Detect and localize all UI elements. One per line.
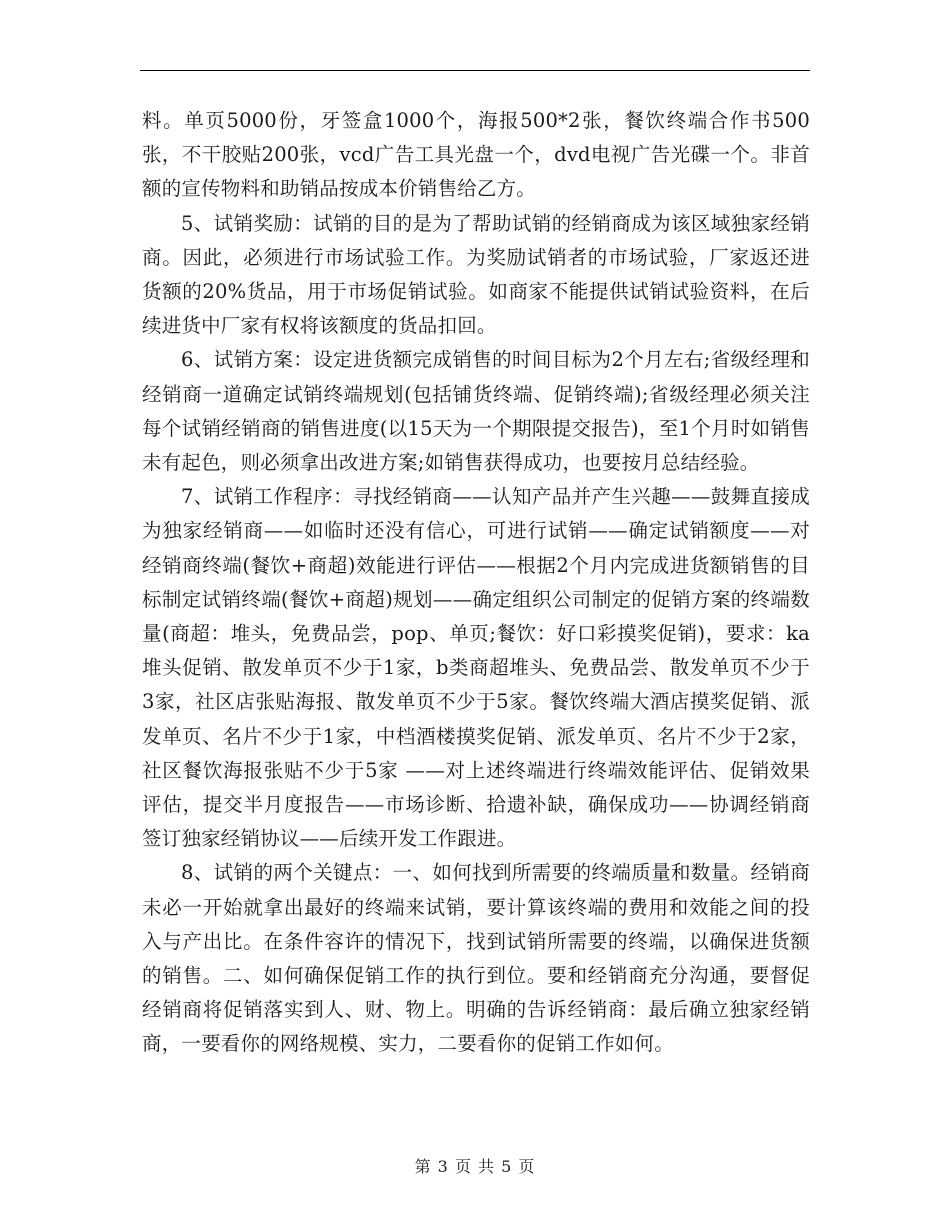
header-rule bbox=[140, 70, 810, 71]
page-number: 第 3 页 共 5 页 bbox=[414, 1157, 536, 1176]
paragraph-key-points: 8、试销的两个关键点：一、如何找到所需要的终端质量和数量。经销商未必一开始就拿出最好的终端来试销，要计算该终端的费用和效能之间的投入与产出比。在条件容许的情况下，找到试销所需要的终端，以确保进货额的销售。二、如何确保促销工作的执行到位。要和经销商充分沟通，要督促经销商将促销落实到人、财、物上。明确的告诉经销商：最后确立独家经销商，一要看你的网络规模、实力，二要看你的促销工作如何。 bbox=[142, 861, 810, 1056]
paragraph-trial-plan: 6、试销方案：设定进货额完成销售的时间目标为2个月左右;省级经理和经销商一道确定试销终端规划(包括铺货终端、促销终端);省级经理必须关注每个试销经销商的销售进度(以15天为一个期限提交报告)，至1个月时如销售未有起色，则必须拿出改进方案;如销售获得成功，也要按月总结经验。 bbox=[142, 348, 810, 475]
body-text bbox=[142, 104, 810, 1062]
paragraph-trial-procedure: 7、试销工作程序：寻找经销商——认知产品并产生兴趣——鼓舞直接成为独家经销商——如临时还没有信心，可进行试销——确定试销额度——对经销商终端(餐饮+商超)效能进行评估——根据2个月内完成进货额销售的目标制定试销终端(餐饮+商超)规划——确定组织公司制定的促销方案的终端数量(商超：堆头，免费品尝，pop、单页;餐饮：好口彩摸奖促销)，要求：ka堆头促销、散发单页不少于1家，b类商超堆头、免费品尝、散发单页不少于3家，社区店张贴海报、散发单页不少于5家。餐饮终端大酒店摸奖促销、派发单页、名片不少于1家，中档酒楼摸奖促销、派发单页、名片不少于2家，社区餐饮海报张贴不少于5家 ——对上述终端进行终端效能评估、促销效果评估，提交半月度报告——市场诊断、拾遗补缺，确保成功——协调经销商签订独家经销协议——后续开发工作跟进。 bbox=[142, 485, 810, 851]
paragraph-continuation: 料。单页5000份，牙签盒1000个，海报500*2张，餐饮终端合作书500张，不干胶贴200张，vcd广告工具光盘一个，dvd电视广告光碟一个。非首额的宣传物料和助销品按成本价销售给乙方。 bbox=[142, 109, 810, 201]
paragraph-trial-reward: 5、试销奖励：试销的目的是为了帮助试销的经销商成为该区域独家经销商。因此，必须进行市场试验工作。为奖励试销者的市场试验，厂家返还进货额的20%货品，用于市场促销试验。如商家不能提供试销试验资料，在后续进货中厂家有权将该额度的货品扣回。 bbox=[142, 211, 810, 338]
